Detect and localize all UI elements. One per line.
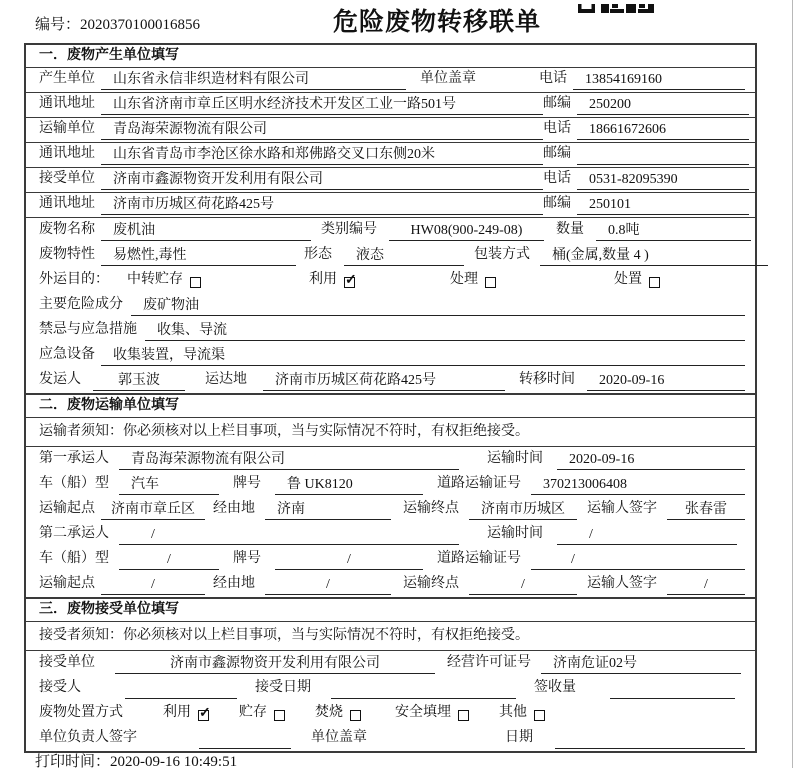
section1-header: 一．废物产生单位填写 bbox=[26, 45, 755, 68]
license-number: 济南危证02号 bbox=[541, 654, 741, 674]
producer-address: 山东省济南市章丘区明水经济技术开发区工业一路501号 bbox=[101, 95, 543, 115]
waste-traits-row bbox=[26, 243, 755, 268]
manifest-form bbox=[24, 43, 757, 753]
carrier-sign-label: 运输人签字 bbox=[587, 501, 657, 516]
date-label: 日期 bbox=[505, 730, 533, 745]
vehicle-type1: 汽车 bbox=[119, 475, 219, 495]
option-label: 其他 bbox=[499, 705, 527, 720]
plate-number1: 鲁 UK8120 bbox=[275, 475, 423, 495]
traits-value: 易燃性,毒性 bbox=[101, 246, 296, 266]
origin1: 济南市章丘区 bbox=[101, 500, 205, 520]
plate-label: 牌号 bbox=[233, 551, 261, 566]
address-label: 通讯地址 bbox=[39, 196, 95, 211]
producer-zip: 250200 bbox=[577, 95, 749, 115]
option-label: 利用 bbox=[163, 705, 191, 720]
zip-label: 邮编 bbox=[543, 96, 571, 111]
zip-label: 邮编 bbox=[543, 196, 571, 211]
category-label: 类别编号 bbox=[321, 222, 377, 237]
option-label: 处置 bbox=[614, 272, 642, 287]
permit-label: 道路运输证号 bbox=[437, 551, 521, 566]
waste-name-row bbox=[26, 218, 755, 243]
producer-label: 产生单位 bbox=[39, 71, 95, 86]
producer-value: 山东省永信非织造材料有限公司 bbox=[101, 70, 406, 90]
terminus1: 济南市历城区 bbox=[469, 500, 577, 520]
emergency-label: 禁忌与应急措施 bbox=[39, 322, 137, 337]
destination-label: 运达地 bbox=[205, 372, 247, 387]
origin2: / bbox=[101, 575, 205, 595]
purpose-option bbox=[614, 270, 660, 293]
shipper-label: 发运人 bbox=[39, 372, 81, 387]
origin-label: 运输起点 bbox=[39, 576, 95, 591]
vehicle2-row bbox=[26, 547, 755, 572]
disposal-option bbox=[315, 703, 361, 726]
equipment-row bbox=[26, 343, 755, 368]
option-label: 安全填埋 bbox=[395, 705, 451, 720]
producer-address-row bbox=[26, 93, 755, 118]
phone-label: 电话 bbox=[543, 171, 571, 186]
packaging-value: 桶(金属,数量 4 ) bbox=[540, 246, 768, 266]
vehicle-type-label: 车（船）型 bbox=[39, 551, 109, 566]
plate-number2: / bbox=[275, 550, 423, 570]
quantity-value: 0.8吨 bbox=[596, 221, 751, 241]
qr-code-icon bbox=[578, 0, 654, 18]
phone-label: 电话 bbox=[539, 71, 567, 86]
transport-time1: 2020-09-16 bbox=[557, 450, 745, 470]
shipper-value: 郭玉波 bbox=[93, 371, 185, 391]
carrier-sign-label: 运输人签字 bbox=[587, 576, 657, 591]
address-label: 通讯地址 bbox=[39, 96, 95, 111]
option-label: 处理 bbox=[450, 272, 478, 287]
section3-header: 三．废物接受单位填写 bbox=[26, 597, 755, 622]
hazard-value: 废矿物油 bbox=[131, 296, 745, 316]
hazard-label: 主要危险成分 bbox=[39, 297, 123, 312]
emergency-row bbox=[26, 318, 755, 343]
permit-label: 道路运输证号 bbox=[437, 476, 521, 491]
receipt-qty-value bbox=[610, 679, 735, 699]
accept-person-value bbox=[125, 679, 237, 699]
checkbox-icon bbox=[344, 277, 355, 288]
dispatch-row bbox=[26, 368, 755, 393]
carrier-signature2: / bbox=[667, 575, 745, 595]
carrier-signature1: 张春雷 bbox=[667, 500, 745, 520]
transfer-time-label: 转移时间 bbox=[519, 372, 575, 387]
terminus2: / bbox=[469, 575, 577, 595]
vehicle-type-label: 车（船）型 bbox=[39, 476, 109, 491]
transport-time2: / bbox=[557, 525, 737, 545]
receiver-address-row bbox=[26, 193, 755, 218]
destination-value: 济南市历城区荷花路425号 bbox=[263, 371, 505, 391]
terminus-label: 运输终点 bbox=[403, 576, 459, 591]
transport-time-label: 运输时间 bbox=[487, 526, 543, 541]
receiver-zip: 250101 bbox=[577, 195, 749, 215]
transporter-zip bbox=[577, 145, 749, 165]
disposal-option bbox=[395, 703, 469, 726]
zip-label: 邮编 bbox=[543, 146, 571, 161]
carrier2-row bbox=[26, 522, 755, 547]
transporter-label: 运输单位 bbox=[39, 121, 95, 136]
carrier1-label: 第一承运人 bbox=[39, 451, 109, 466]
packaging-label: 包装方式 bbox=[474, 247, 530, 262]
form-label: 形态 bbox=[304, 247, 332, 262]
transporter-value: 青岛海荣源物流有限公司 bbox=[101, 120, 543, 140]
purpose-option bbox=[450, 270, 496, 293]
transporter-notice: 运输者须知：你必须核对以上栏目事项，当与实际情况不符时，有权拒绝接受。 bbox=[26, 418, 755, 447]
via2: / bbox=[265, 575, 391, 595]
purpose-option bbox=[127, 270, 201, 293]
serial-label: 编号： bbox=[35, 17, 81, 33]
page-edge-line bbox=[792, 0, 793, 768]
manager-sign-label: 单位负责人签字 bbox=[39, 730, 137, 745]
route2-row bbox=[26, 572, 755, 597]
disposal-option bbox=[163, 703, 209, 726]
disposal-row bbox=[26, 701, 755, 726]
checkbox-icon bbox=[534, 710, 545, 721]
checkbox-icon bbox=[458, 710, 469, 721]
carrier2-label: 第二承运人 bbox=[39, 526, 109, 541]
checkbox-icon bbox=[190, 277, 201, 288]
emergency-value: 收集、导流 bbox=[145, 321, 745, 341]
receiver-notice: 接受者须知：你必须核对以上栏目事项，当与实际情况不符时，有权拒绝接受。 bbox=[26, 622, 755, 651]
checkbox-icon bbox=[274, 710, 285, 721]
manager-sign-row bbox=[26, 726, 755, 751]
terminus-label: 运输终点 bbox=[403, 501, 459, 516]
purpose-option bbox=[309, 270, 355, 293]
section2-header: 二．废物运输单位填写 bbox=[26, 393, 755, 418]
checkbox-icon bbox=[485, 277, 496, 288]
unit-seal-label: 单位盖章 bbox=[311, 730, 367, 745]
option-label: 焚烧 bbox=[315, 705, 343, 720]
transporter-address-row bbox=[26, 143, 755, 168]
phone-label: 电话 bbox=[543, 121, 571, 136]
waste-name: 废机油 bbox=[101, 221, 311, 241]
seal-label: 单位盖章 bbox=[420, 71, 476, 86]
accept-unit-row bbox=[26, 651, 755, 676]
route1-row bbox=[26, 497, 755, 522]
purpose-label: 外运目的： bbox=[39, 272, 109, 287]
producer-row bbox=[26, 68, 755, 93]
receipt-qty-label: 签收量 bbox=[534, 680, 576, 695]
plate-label: 牌号 bbox=[233, 476, 261, 491]
transporter-address: 山东省青岛市李沧区徐水路和郑佛路交叉口东侧20米 bbox=[101, 145, 543, 165]
carrier1-value: 青岛海荣源物流有限公司 bbox=[119, 450, 459, 470]
receiver-address: 济南市历城区荷花路425号 bbox=[101, 195, 543, 215]
accept-date-label: 接受日期 bbox=[255, 680, 311, 695]
option-label: 利用 bbox=[309, 272, 337, 287]
transfer-time: 2020-09-16 bbox=[587, 371, 745, 391]
form-value: 液态 bbox=[344, 246, 464, 266]
transporter-phone: 18661672606 bbox=[577, 120, 749, 140]
transporter-row bbox=[26, 118, 755, 143]
equipment-value: 收集装置，导流渠 bbox=[101, 346, 745, 366]
receiver-phone: 0531-82095390 bbox=[577, 170, 749, 190]
option-label: 贮存 bbox=[239, 705, 267, 720]
hazard-row bbox=[26, 293, 755, 318]
option-label: 中转贮存 bbox=[127, 272, 183, 287]
accept-person-label: 接受人 bbox=[39, 680, 81, 695]
checkbox-icon bbox=[649, 277, 660, 288]
sign-date-value bbox=[555, 729, 745, 749]
via-label: 经由地 bbox=[213, 501, 255, 516]
accept-unit-value: 济南市鑫源物资开发利用有限公司 bbox=[115, 654, 435, 674]
producer-phone: 13854169160 bbox=[573, 70, 745, 90]
via1: 济南 bbox=[265, 500, 391, 520]
traits-label: 废物特性 bbox=[39, 247, 95, 262]
address-label: 通讯地址 bbox=[39, 146, 95, 161]
checkbox-icon bbox=[350, 710, 361, 721]
accept-date-value bbox=[331, 679, 516, 699]
via-label: 经由地 bbox=[213, 576, 255, 591]
transport-time-label: 运输时间 bbox=[487, 451, 543, 466]
permit-number1: 370213006408 bbox=[531, 475, 745, 495]
print-time-value: 2020-09-16 10:49:51 bbox=[110, 754, 238, 770]
accept-person-row bbox=[26, 676, 755, 701]
purpose-row bbox=[26, 268, 755, 293]
disposal-label: 废物处置方式 bbox=[39, 705, 123, 720]
quantity-label: 数量 bbox=[556, 222, 584, 237]
equipment-label: 应急设备 bbox=[39, 347, 95, 362]
manager-sign-value bbox=[199, 729, 291, 749]
receiver-row bbox=[26, 168, 755, 193]
accept-unit-label: 接受单位 bbox=[39, 655, 95, 670]
serial-number: 2020370100016856 bbox=[80, 17, 201, 33]
permit-number2: / bbox=[531, 550, 745, 570]
vehicle1-row bbox=[26, 472, 755, 497]
license-label: 经营许可证号 bbox=[447, 655, 531, 670]
carrier2-value: / bbox=[119, 525, 459, 545]
category-code: HW08(900-249-08) bbox=[389, 221, 544, 241]
receiver-value: 济南市鑫源物资开发利用有限公司 bbox=[101, 170, 543, 190]
print-time-label: 打印时间： bbox=[35, 754, 111, 770]
checkbox-icon bbox=[198, 710, 209, 721]
page-title: 危险废物转移联单 bbox=[332, 9, 541, 36]
disposal-option bbox=[499, 703, 545, 726]
waste-name-label: 废物名称 bbox=[39, 222, 95, 237]
disposal-option bbox=[239, 703, 285, 726]
origin-label: 运输起点 bbox=[39, 501, 95, 516]
carrier1-row bbox=[26, 447, 755, 472]
receiver-label: 接受单位 bbox=[39, 171, 95, 186]
vehicle-type2: / bbox=[119, 550, 219, 570]
